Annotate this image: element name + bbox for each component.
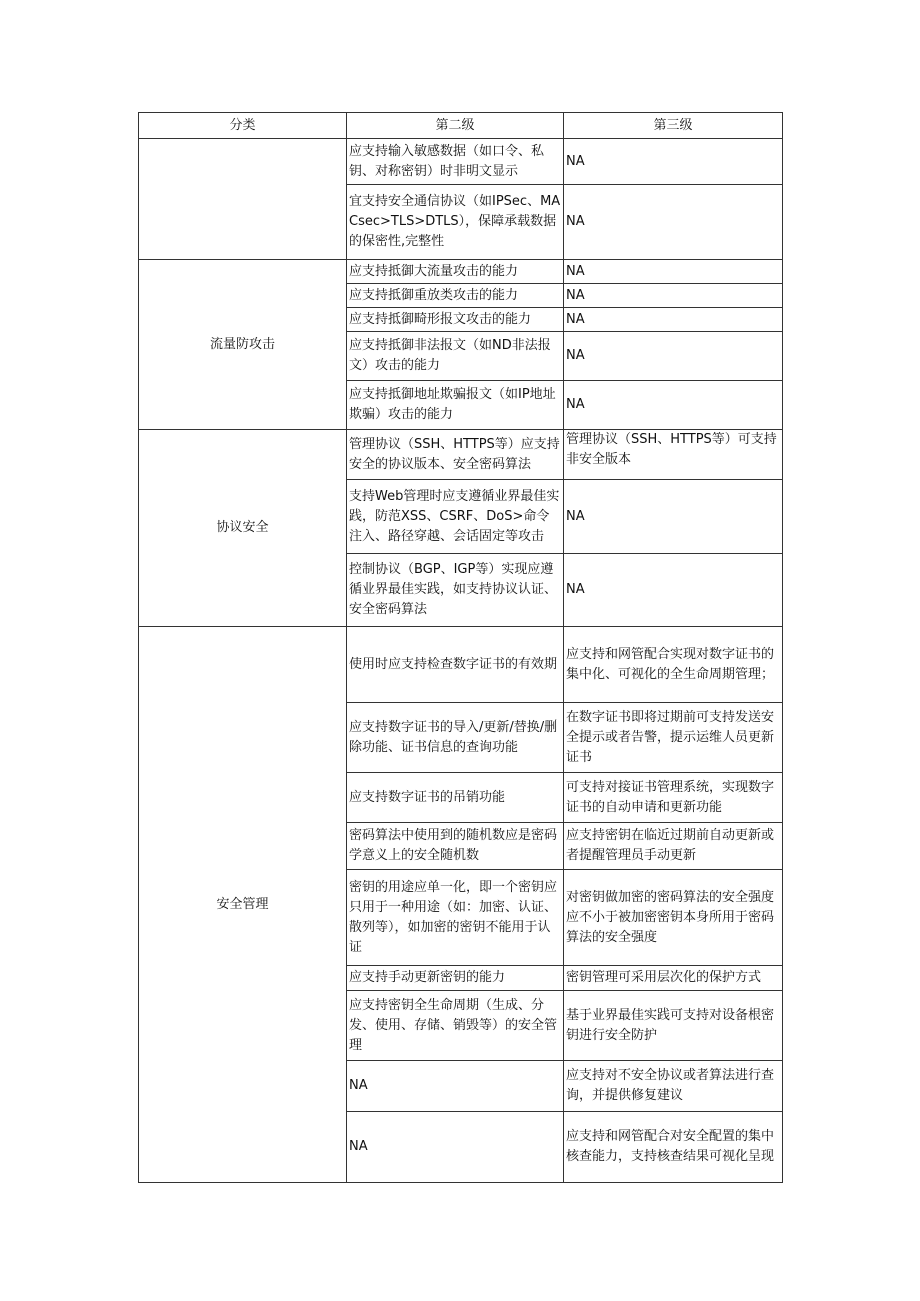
level3-cell: NA — [564, 381, 783, 430]
level3-cell: 应支持和网管配合对安全配置的集中核查能力，支持核查结果可视化呈现 — [564, 1112, 783, 1183]
level3-cell: 应支持对不安全协议或者算法进行查询，并提供修复建议 — [564, 1061, 783, 1112]
level3-cell: NA — [564, 139, 783, 185]
level2-cell: 应支持数字证书的导入/更新/替换/删除功能、证书信息的查询功能 — [347, 703, 564, 773]
level3-cell: 密钥管理可采用层次化的保护方式 — [564, 966, 783, 991]
level3-cell: 对密钥做加密的密码算法的安全强度应不小于被加密密钥本身所用于密码算法的安全强度 — [564, 870, 783, 966]
level3-cell: 应支持和网管配合实现对数字证书的集中化、可视化的全生命周期管理； — [564, 627, 783, 703]
level2-cell: 应支持抵御重放类攻击的能力 — [347, 284, 564, 308]
level2-cell: NA — [347, 1061, 564, 1112]
level2-cell: 密钥的用途应单一化，即一个密钥应只用于一种用途（如：加密、认证、散列等），如加密的密钥不能用于认证 — [347, 870, 564, 966]
level3-cell — [564, 430, 783, 480]
category-cell: 安全管理 — [139, 627, 347, 1183]
header-level2: 第二级 — [347, 113, 564, 139]
level3-cell: 基于业界最佳实践可支持对设备根密钥进行安全防护 — [564, 991, 783, 1061]
level3-cell: NA — [564, 284, 783, 308]
level3-cell-text: 管理协议（SSH、HTTPS等）可支持非安全版本 — [566, 432, 777, 467]
level2-cell: 应支持抵御畸形报文攻击的能力 — [347, 308, 564, 332]
level2-cell: 应支持数字证书的吊销功能 — [347, 773, 564, 823]
table-header-row — [139, 113, 783, 139]
header-category: 分类 — [139, 113, 347, 139]
level2-cell: 应支持输入敏感数据（如口令、私钥、对称密钥）时非明文显示 — [347, 139, 564, 185]
level2-cell: 应支持抵御非法报文（如ND非法报文）攻击的能力 — [347, 332, 564, 381]
table-row — [139, 430, 783, 480]
table-row — [139, 260, 783, 284]
level2-cell: 应支持密钥全生命周期（生成、分发、使用、存储、销毁等）的安全管理 — [347, 991, 564, 1061]
level3-cell: NA — [564, 332, 783, 381]
level3-cell: NA — [564, 260, 783, 284]
level2-cell: 使用时应支持检查数字证书的有效期 — [347, 627, 564, 703]
requirements-table — [138, 112, 783, 1183]
header-level3: 第三级 — [564, 113, 783, 139]
level2-cell: 密码算法中使用到的随机数应是密码学意义上的安全随机数 — [347, 823, 564, 870]
level3-cell: NA — [564, 308, 783, 332]
level3-cell: 可支持对接证书管理系统，实现数字证书的自动申请和更新功能 — [564, 773, 783, 823]
level2-cell: 应支持抵御地址欺骗报文（如IP地址欺骗）攻击的能力 — [347, 381, 564, 430]
level2-cell: 应支持抵御大流量攻击的能力 — [347, 260, 564, 284]
category-cell: 流量防攻击 — [139, 260, 347, 430]
category-cell: 协议安全 — [139, 430, 347, 627]
table-row — [139, 627, 783, 703]
level2-cell: 宜支持安全通信协议（如IPSec、MACsec>TLS>DTLS），保障承载数据的保密性,完整性 — [347, 185, 564, 260]
level3-cell: NA — [564, 554, 783, 627]
table-row — [139, 139, 783, 185]
level3-cell: NA — [564, 185, 783, 260]
level3-cell: 应支持密钥在临近过期前自动更新或者提醒管理员手动更新 — [564, 823, 783, 870]
level3-cell: NA — [564, 480, 783, 554]
level3-cell: 在数字证书即将过期前可支持发送安全提示或者告警，提示运维人员更新证书 — [564, 703, 783, 773]
level2-cell: 控制协议（BGP、IGP等）实现应遵循业界最佳实践，如支持协议认证、安全密码算法 — [347, 554, 564, 627]
level2-cell: 应支持手动更新密钥的能力 — [347, 966, 564, 991]
level2-cell: 支持Web管理时应支遵循业界最佳实践，防范XSS、CSRF、DoS>命令注入、路径穿越、会话固定等攻击 — [347, 480, 564, 554]
level2-cell: NA — [347, 1112, 564, 1183]
category-cell — [139, 139, 347, 260]
level2-cell: 管理协议（SSH、HTTPS等）应支持安全的协议版本、安全密码算法 — [347, 430, 564, 480]
